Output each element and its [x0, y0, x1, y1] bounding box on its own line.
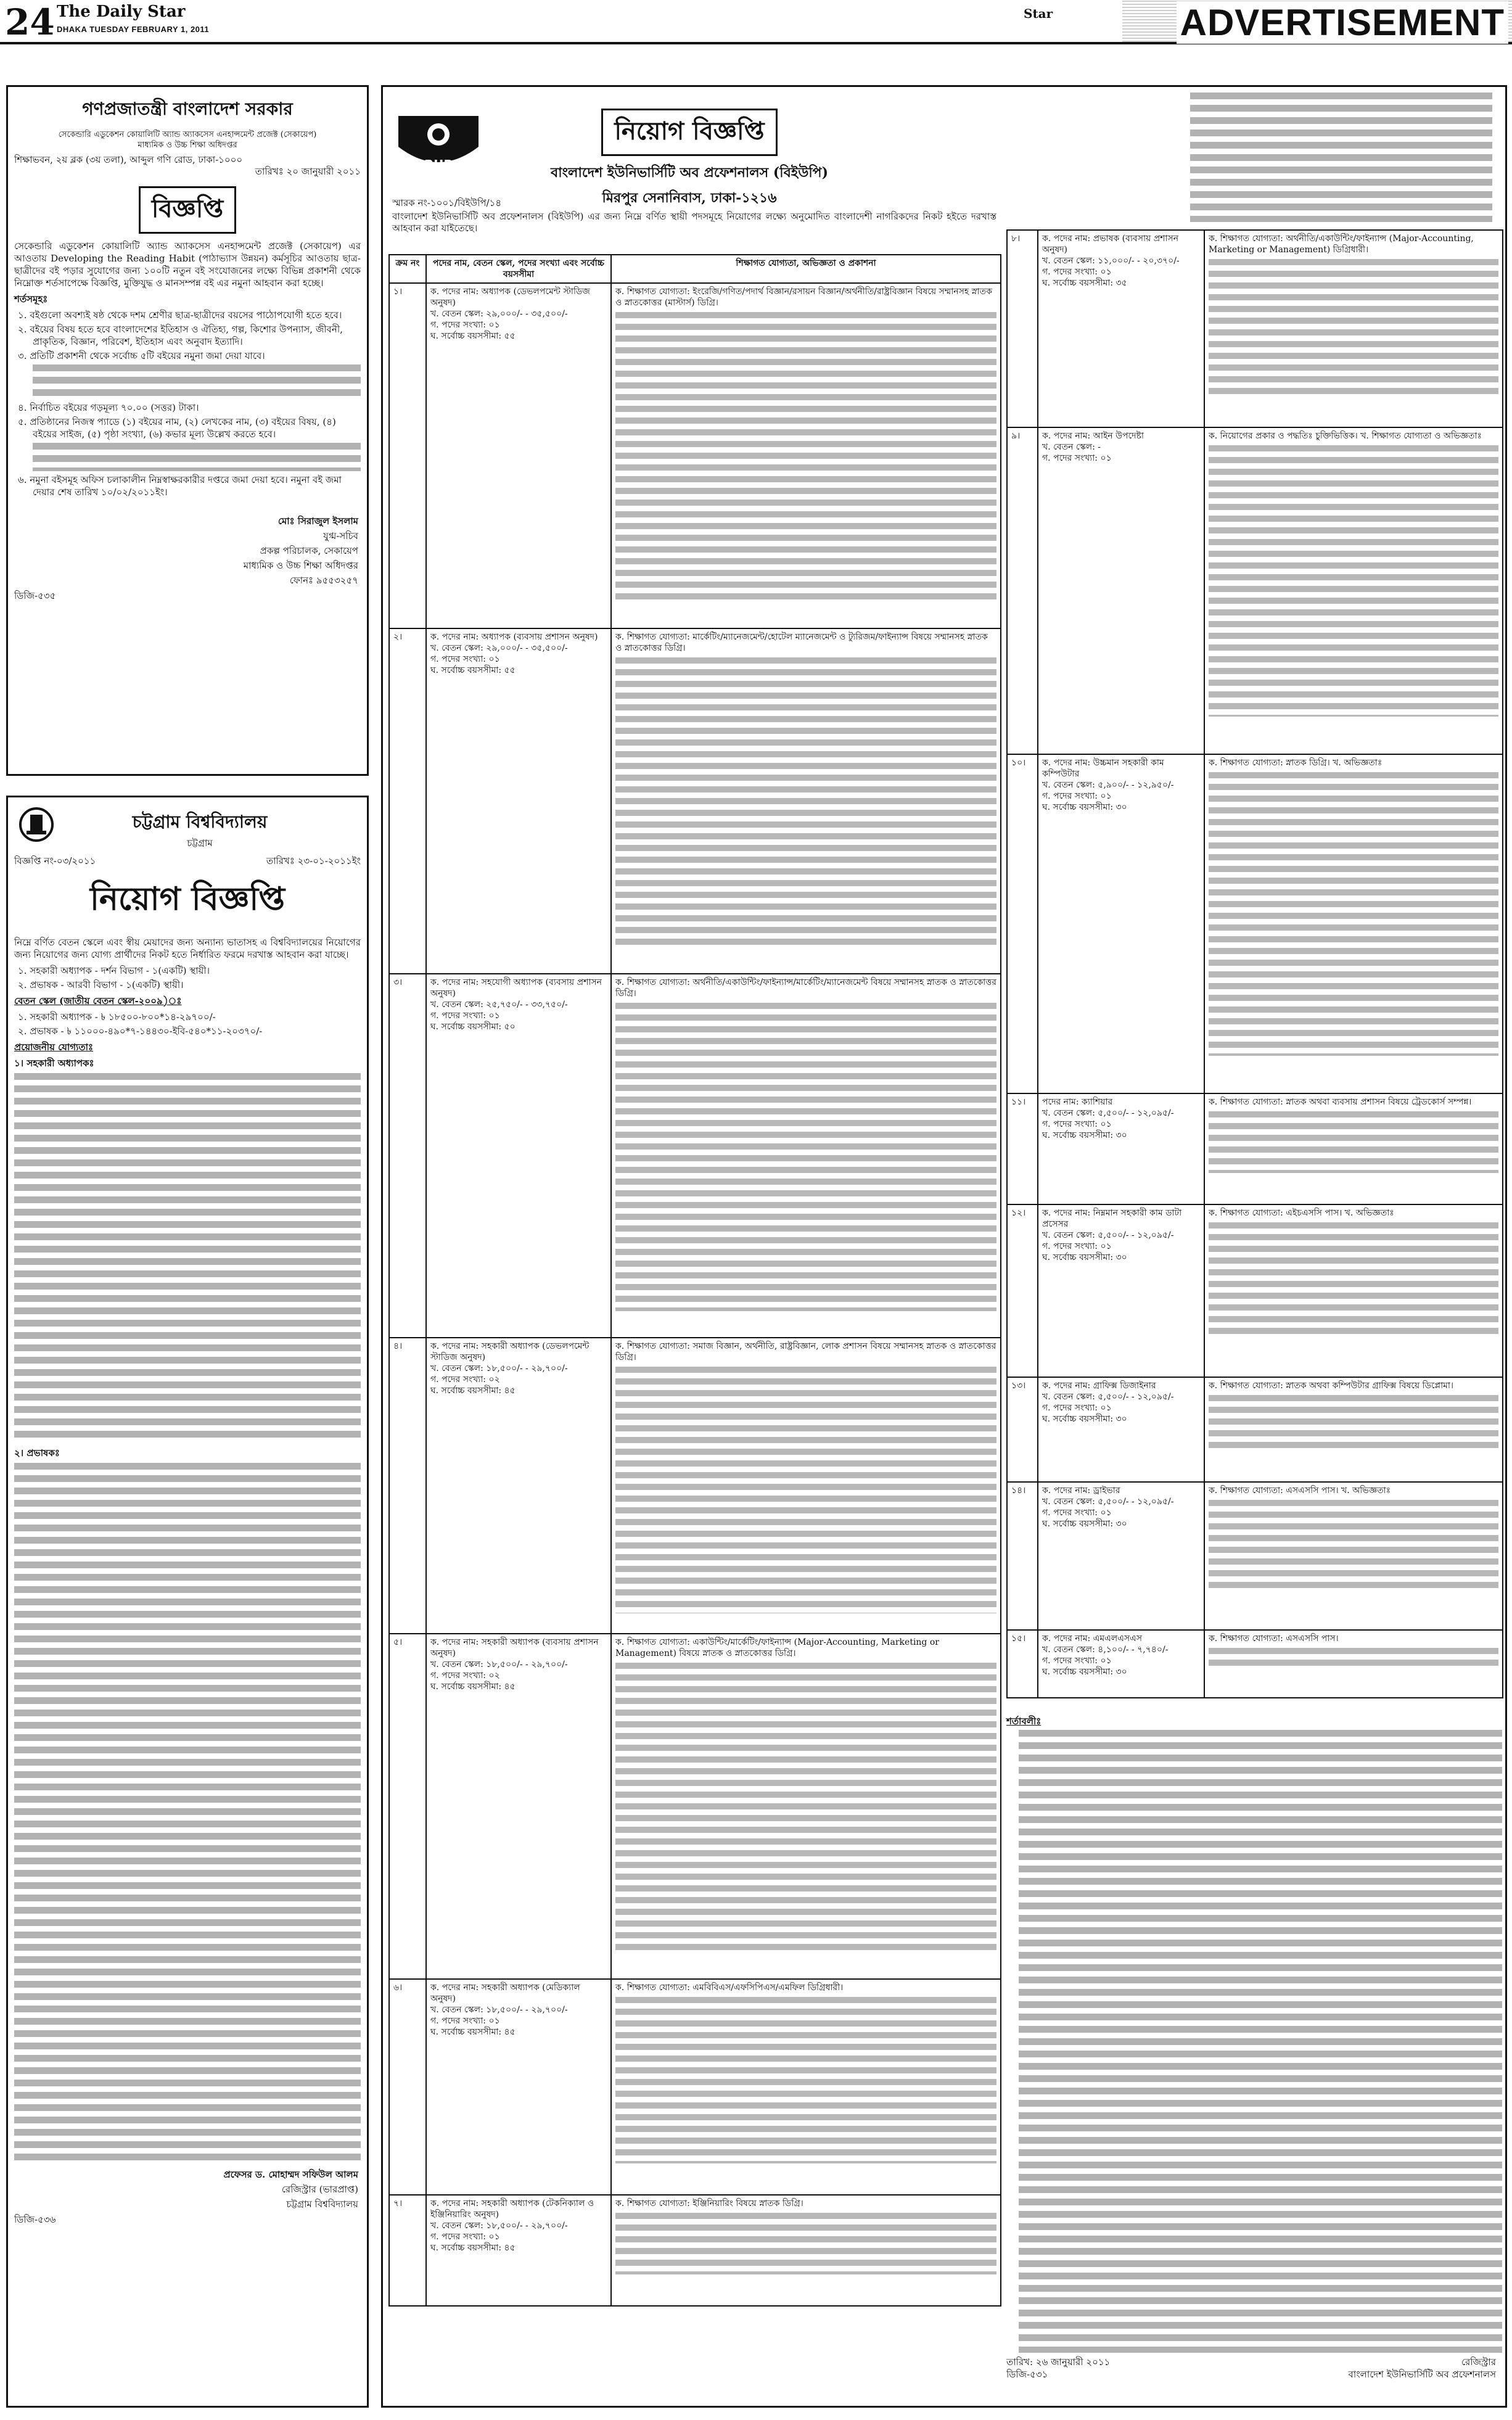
masthead	[0, 0, 1512, 44]
post-count: গ. পদের সংখ্যা: ০১	[1042, 791, 1112, 801]
govt-dept: মাধ্যমিক ও উচ্চ শিক্ষা অধিদপ্তর	[138, 141, 237, 150]
text-filler	[1019, 1730, 1502, 2353]
section-banner	[1122, 0, 1512, 42]
text-filler	[615, 1663, 996, 1953]
section-title: ADVERTISEMENT	[1177, 1, 1508, 44]
text-filler	[33, 364, 361, 399]
post-requirements: ক. শিক্ষাগত যোগ্যতা: এসএসসি পাস। খ. অভিজ্ঞতাঃ	[1209, 1486, 1391, 1496]
govt-intro: সেকেন্ডারি এডুকেশন কোয়ালিটি অ্যান্ড অ্যাকসেস এনহান্সমেন্ট প্রজেক্ট (সেকায়েপ) এর আওতায় Developing the Reading Habit (পাঠাভ্যাস উন্নয়ন) কর্মসূচির আওতায় ছাত্র-ছাত্রীদের বই পড়ার সুযোগের জন্য ১০০টি নতুন বই সংযোজনের লক্ষ্যে বিভিন্ন প্রকাশনী থেকে নিম্নোক্ত শর্তসাপেক্ষে বিজ্ঞপ্তি, মুক্তিযুদ্ধ ও মানসম্পন্ন বই এর নমুনা আহবান করা হচ্ছে।	[14, 241, 361, 289]
bup-date-line: তারিখ: ২৬ জানুয়ারী ২০১১	[1006, 2356, 1111, 2368]
cu-city: চট্টগ্রাম	[187, 838, 213, 849]
cu-org-name: চট্টগ্রাম বিশ্ববিদ্যালয়	[132, 812, 268, 832]
post-age: ঘ. সর্বোচ্চ বয়সসীমা: ৩০	[1042, 1414, 1127, 1424]
row-number: ৬।	[389, 1979, 426, 2195]
table-row	[389, 2195, 1001, 2306]
post-age: ঘ. সর্বোচ্চ বয়সসীমা: ৪৫	[430, 2027, 516, 2037]
post-name: ক. পদের নাম: অধ্যাপক (ব্যবসায় প্রশাসন অনুষদ)	[430, 632, 598, 642]
row-number: ১২।	[1007, 1204, 1038, 1377]
post-count: গ. পদের সংখ্যা: ০২	[430, 1671, 500, 1681]
text-filler	[615, 2213, 996, 2274]
post-requirements: ক. শিক্ষাগত যোগ্যতা: ইঞ্জিনিয়ারিং বিষয়ে স্নাতক ডিগ্রি।	[615, 2199, 803, 2208]
post-scale: খ. বেতন স্কেল: ১১,০০০/- - ২০,৩৭০/-	[1042, 256, 1180, 266]
bup-memo: স্মারক নং-১০০১/বিইউপি/১৪	[392, 197, 502, 208]
row-number: ৯।	[1007, 427, 1038, 754]
row-number: ১০।	[1007, 754, 1038, 1093]
table-row	[1007, 1630, 1503, 1698]
post-count: গ. পদের সংখ্যা: ০১	[1042, 267, 1112, 277]
post-count: গ. পদের সংখ্যা: ০১	[430, 654, 500, 664]
post-name: ক. পদের নাম: ড্রাইভার	[1042, 1486, 1120, 1496]
text-filler	[1209, 772, 1498, 1056]
post-count: গ. পদের সংখ্যা: ০১	[1042, 1508, 1112, 1518]
table-row	[389, 974, 1001, 1338]
post-age: ঘ. সর্বোচ্চ বয়সসীমা: ৪৫	[430, 1386, 516, 1396]
govt-signer-title: মাধ্যমিক ও উচ্চ শিক্ষা অধিদপ্তর	[243, 560, 358, 571]
govt-date: তারিখঃ ২০ জানুয়ারী ২০১১	[255, 166, 361, 177]
row-number: ২।	[389, 628, 426, 974]
post-scale: খ. বেতন স্কেল: ২৫,৭৫০/- - ৩৩,৭৫০/-	[430, 1000, 568, 1010]
post-requirements: ক. শিক্ষাগত যোগ্যতা: এমবিবিএস/এফসিপিএস/এমফিল ডিগ্রিধারী।	[615, 1983, 844, 1993]
post-count: গ. পদের সংখ্যা: ০১	[430, 2232, 500, 2242]
table-row	[389, 628, 1001, 974]
cu-post: ১. সহকারী অধ্যাপক - দর্শন বিভাগ - ১(একটি) স্থায়ী।	[18, 965, 210, 976]
table-row	[1007, 427, 1503, 754]
cu-intro: নিম্নে বর্ণিত বেতন স্কেলে এবং স্বীয় মেয়াদের জন্য অন্যান্য ভাতাসহ এ বিশ্ববিদ্যালয়ের নিয়োগের জন্য নিয়োগের জন্য যোগ্য প্রার্থীদের নিকট হতে নির্ধারিত ফরমে দরখাস্ত আহবান করা যাচ্ছে।	[14, 937, 361, 960]
post-requirements: ক. শিক্ষাগত যোগ্যতা: স্নাতক অথবা ব্যবসায় প্রশাসন বিষয়ে ট্রেডকোর্স সম্পন্ন।	[1209, 1097, 1472, 1107]
cu-recruitment-ad	[6, 796, 369, 2408]
post-requirements: ক. শিক্ষাগত যোগ্যতা: অর্থনীতি/একাউন্টিং/ফাইন্যান্স/মার্কেটিং/ম্যানেজমেন্ট বিষয়ে সম্মানসহ স্নাতক ও স্নাতকোত্তর ডিগ্রি।	[615, 977, 996, 998]
post-age: ঘ. সর্বোচ্চ বয়সসীমা: ৫৫	[430, 331, 516, 341]
column-header: পদের নাম, বেতন স্কেল, পদের সংখ্যা এবং সর্বোচ্চ বয়সসীমা	[426, 255, 611, 283]
post-age: ঘ. সর্বোচ্চ বয়সসীমা: ৩০	[1042, 1253, 1127, 1262]
text-filler	[14, 1073, 361, 1443]
cu-scale: ১. সহকারী অধ্যাপক - ৳ ১৮৫০০-৮০০*১৪-২৯৭০০/-	[18, 1011, 216, 1023]
post-name: ক. পদের নাম: নিম্নমান সহকারী কাম ডাটা প্রসেসর	[1042, 1208, 1182, 1229]
govt-address: শিক্ষাভবন, ২য় ব্লক (৩য় তলা), আব্দুল গণি রোড, ঢাকা-১০০০	[14, 154, 243, 165]
post-requirements: ক. শিক্ষাগত যোগ্যতা: ইংরেজি/গণিত/পদার্থ বিজ্ঞান/রসায়ন বিজ্ঞান/অর্থনীতি/রাষ্ট্রবিজ্ঞান বিষয়ে সম্মানসহ স্নাতক ও স্নাতকোত্তর (মাস্টার্স) ডিগ্রি।	[615, 287, 992, 308]
cu-post: ২. প্রভাষক - আরবী বিভাগ - ১(একটি) স্থায়ী।	[18, 979, 184, 990]
text-filler	[1209, 445, 1498, 717]
post-age: ঘ. সর্বোচ্চ বয়সসীমা: ৩০	[1042, 802, 1127, 812]
post-count: গ. পদের সংখ্যা: ০১	[430, 2016, 500, 2026]
table-header-row	[389, 255, 1001, 283]
row-number: ৪।	[389, 1338, 426, 1634]
govt-condition: ৬. নমুনা বইসমূহ অফিস চলাকালীন নিম্নস্বাক্ষরকারীর দপ্তরে জমা দেয়া হবে। নমুনা বই জমা দেয়ার শেষ তারিখ ১০/০২/২০১১ইং।	[18, 474, 342, 498]
post-name: ক. পদের নাম: আইন উপদেষ্টা	[1042, 431, 1144, 441]
post-name: ক. পদের নাম: উচ্চমান সহকারী কাম কম্পিউটার	[1042, 758, 1164, 779]
govt-signer-name: মোঃ সিরাজুল ইসলাম	[277, 516, 358, 527]
post-count: গ. পদের সংখ্যা: ০১	[1042, 1656, 1112, 1666]
post-requirements: ক. শিক্ষাগত যোগ্যতা: স্নাতক ডিগ্রি। খ. অভিজ্ঞতাঃ	[1209, 758, 1383, 768]
post-age: ঘ. সর্বোচ্চ বয়সসীমা: ৩৫	[1042, 278, 1127, 288]
row-number: ১৪।	[1007, 1482, 1038, 1630]
govt-condition: ২. বইয়ের বিষয় হতে হবে বাংলাদেশের ইতিহাস ও ঐতিহ্য, গল্প, কিশোর উপন্যাস, জীবনী, প্রাকৃতিক, বিজ্ঞান, পরিবেশ, ইতিহাস এবং অনুবাদ ইত্যাদি।	[18, 324, 343, 347]
page-number: 24	[5, 1, 55, 43]
post-age: ঘ. সর্বোচ্চ বয়সসীমা: ৪৫	[430, 1682, 516, 1692]
bup-terms	[1006, 1713, 1502, 2392]
govt-condition: ৩. প্রতিটি প্রকাশনী থেকে সর্বোচ্চ ৫টি বইয়ের নমুনা জমা দেয়া যাবে।	[18, 350, 265, 361]
cu-title: নিয়োগ বিজ্ঞপ্তি	[90, 880, 285, 918]
bup-org-name: বাংলাদেশ ইউনিভার্সিটি অব প্রফেশনালস (বিইউপি)	[550, 165, 829, 181]
post-age: ঘ. সর্বোচ্চ বয়সসীমা: ৩০	[1042, 1667, 1127, 1677]
table-row	[389, 1979, 1001, 2195]
govt-condition: ৫. প্রতিষ্ঠানের নিজস্ব প্যাডে (১) বইয়ের নাম, (২) লেখকের নাম, (৩) বইয়ের বিষয়, (৪) বইয়ের সাইজ, (৫) পৃষ্ঠা সংখ্যা, (৬) কভার মূল্য উল্লেখ করতে হবে।	[18, 416, 336, 440]
post-age: ঘ. সর্বোচ্চ বয়সসীমা: ৫০	[430, 1022, 516, 1032]
cu-req-label: প্রয়োজনীয় যোগ্যতাঃ	[14, 1042, 93, 1053]
post-requirements: ক. শিক্ষাগত যোগ্যতা: মার্কেটিং/ম্যানেজমেন্ট/হোটেল ম্যানেজমেন্ট ও ট্যুরিজম/ফাইন্যান্স বিষয়ে সম্মানসহ স্নাতক ও স্নাতকোত্তর ডিগ্রি।	[615, 632, 988, 653]
post-count: গ. পদের সংখ্যা: ০১	[1042, 1119, 1112, 1129]
post-scale: খ. বেতন স্কেল: ১৮,৫০০/- - ২৯,৭০০/-	[430, 1364, 568, 1373]
post-count: গ. পদের সংখ্যা: ০২	[430, 1375, 500, 1385]
govt-condition: ৪. নির্বাচিত বইয়ের গড়মূল্য ৭০.০০ (সত্তর) টাকা।	[18, 402, 199, 413]
post-scale: খ. বেতন স্কেল: ৫,৯০০/- - ১২,৯৫০/-	[1042, 780, 1174, 790]
table-row	[1007, 754, 1503, 1093]
post-age: ঘ. সর্বোচ্চ বয়সসীমা: ৩০	[1042, 1130, 1127, 1140]
cu-logo-icon	[18, 806, 55, 843]
bup-logo-text: BUP	[424, 157, 453, 172]
bup-table-left	[388, 254, 1001, 2307]
cu-scale: ২. প্রভাষক - ৳ ১১০০০-৪৯০*৭-১৪৪৩০-ইবি-৫৪০*১১-২০৩৭০/-	[18, 1026, 263, 1037]
cu-signer-org: চট্টগ্রাম বিশ্ববিদ্যালয়	[286, 2199, 358, 2210]
bup-ref-code: ডিজি-৫৩১	[1006, 2369, 1048, 2380]
text-filler	[1209, 1111, 1498, 1173]
post-scale: খ. বেতন স্কেল: ৫,৫০০/- - ১২,০৯৫/-	[1042, 1497, 1174, 1507]
text-filler	[615, 312, 996, 602]
post-requirements: ক. শিক্ষাগত যোগ্যতা: সমাজ বিজ্ঞান, অর্থনীতি, রাষ্ট্রবিজ্ঞান, লোক প্রশাসন বিষয়ে সম্মানসহ স্নাতক ও স্নাতকোত্তর ডিগ্রি।	[615, 1341, 996, 1362]
govt-condition: ১. বইগুলো অবশ্যই ষষ্ঠ থেকে দশম শ্রেণীর ছাত্র-ছাত্রীদের বয়সের পাঠোপযোগী হতে হবে।	[18, 310, 342, 321]
table-row	[389, 1338, 1001, 1634]
post-scale: খ. বেতন স্কেল: ২৯,০০০/- - ৩৫,৫০০/-	[430, 309, 568, 319]
table-row	[1007, 1093, 1503, 1204]
post-requirements: ক. শিক্ষাগত যোগ্যতা: অর্থনীতি/একাউন্টিং/ফাইন্যান্স (Major-Accounting, Marketing or Management) ডিগ্রিধারী।	[1209, 234, 1474, 255]
govt-signer-title: যুগ্ম-সচিব	[323, 530, 358, 541]
table-row	[389, 1634, 1001, 1979]
row-number: ১।	[389, 283, 426, 628]
post-age: ঘ. সর্বোচ্চ বয়সসীমা: ৪৫	[430, 2243, 516, 2253]
text-filler	[1209, 1648, 1498, 1666]
publication-name: The Daily Star	[57, 2, 186, 21]
post-name: ক. পদের নাম: অধ্যাপক (ডেভলপমেন্ট স্টাডিজ অনুষদ)	[430, 287, 590, 308]
post-scale: খ. বেতন স্কেল: ১৮,৫০০/- - ২৯,৭০০/-	[430, 2005, 568, 2015]
bup-registrar: রেজিস্ট্রার	[1461, 2356, 1496, 2368]
text-filler	[33, 443, 361, 471]
cu-ref-number: বিজ্ঞপ্তি নং-০৩/২০১১	[14, 855, 96, 866]
govt-signer-title: প্রকল্প পরিচালক, সেকায়েপ	[260, 545, 358, 556]
post-name: ক. পদের নাম: সহকারী অধ্যাপক (ব্যবসায় প্রশাসন অনুষদ)	[430, 1637, 599, 1658]
post-name: ক. পদের নাম: গ্রাফিক্স ডিজাইনার	[1042, 1381, 1156, 1391]
bup-intro: বাংলাদেশ ইউনিভার্সিটি অব প্রফেশনালস (বিইউপি) এর জন্য নিম্নে বর্ণিত স্থায়ী পদসমূহে নিয়োগের লক্ষ্যে অনুমোদিত বাংলাদেশী নাগরিকদের নিকট হইতে দরখাস্ত আহবান করা যাইতেছে।	[392, 211, 996, 234]
post-count: গ. পদের সংখ্যা: ০১	[1042, 1403, 1112, 1413]
post-requirements: ক. শিক্ষাগত যোগ্যতা: এসএসসি পাস।	[1209, 1634, 1339, 1644]
star-logo: Star	[1024, 6, 1053, 21]
govt-title: বিজ্ঞপ্তি	[139, 186, 236, 234]
row-number: ৩।	[389, 974, 426, 1338]
text-filler	[1209, 259, 1498, 395]
row-number: ৫।	[389, 1634, 426, 1979]
row-number: ৮।	[1007, 230, 1038, 427]
column-header: ক্রম নং	[389, 255, 426, 283]
post-requirements: ক. শিক্ষাগত যোগ্যতা: একাউন্টিং/মার্কেটিং/ফাইন্যান্স (Major-Accounting, Marketing or Management) বিষয়ে স্নাতক ও স্নাতকোত্তর ডিগ্রি।	[615, 1637, 939, 1658]
post-requirements: ক. শিক্ষাগত যোগ্যতা: এইচএসসি পাস। খ. অভিজ্ঞতাঃ	[1209, 1208, 1394, 1218]
post-age: ঘ. সর্বোচ্চ বয়সসীমা: ৫৫	[430, 665, 516, 675]
row-number: ৭।	[389, 2195, 426, 2306]
table-row	[1007, 1377, 1503, 1482]
row-number: ১১।	[1007, 1093, 1038, 1204]
post-count: গ. পদের সংখ্যা: ০১	[430, 320, 500, 330]
govt-notice-ad	[6, 85, 369, 776]
post-requirements: ক. নিয়োগের প্রকার ও পদ্ধতিঃ চুক্তিভিত্তিক। খ. শিক্ষাগত যোগ্যতা ও অভিজ্ঞতাঃ	[1209, 431, 1482, 441]
cu-section-heading: ২। প্রভাষকঃ	[14, 1447, 60, 1459]
row-number: ১৫।	[1007, 1630, 1038, 1698]
bup-title: নিয়োগ বিজ্ঞপ্তি	[601, 109, 777, 156]
post-count: গ. পদের সংখ্যা: ০১	[1042, 453, 1112, 463]
text-filler	[615, 1003, 996, 1311]
table-row	[389, 283, 1001, 628]
bup-address: মিরপুর সেনানিবাস, ঢাকা-১২১৬	[602, 190, 777, 206]
column-header: শিক্ষাগত যোগ্যতা, অভিজ্ঞতা ও প্রকাশনা	[611, 255, 1001, 283]
text-filler	[1190, 93, 1492, 222]
post-name: ক. পদের নাম: সহকারী অধ্যাপক (মেডিক্যাল অনুষদ)	[430, 1983, 580, 2004]
post-count: গ. পদের সংখ্যা: ০১	[430, 1011, 500, 1021]
bup-terms-label: শর্তাবলীঃ	[1006, 1716, 1042, 1727]
bup-table-right	[1006, 229, 1503, 1698]
cu-signer-title: রেজিস্ট্রার (ভারপ্রাপ্ত)	[281, 2184, 358, 2195]
post-name: ক. পদের নাম: এমএলএসএস	[1042, 1634, 1142, 1644]
cu-ref-code: ডিজি-৫৩৬	[14, 2214, 56, 2225]
row-number: ১৩।	[1007, 1377, 1038, 1482]
cu-section-heading: ১। সহকারী অধ্যাপকঃ	[14, 1058, 94, 1069]
post-scale: খ. বেতন স্কেল: ১৮,৫০০/- - ২৯,৭০০/-	[430, 2221, 568, 2231]
cu-signer-name: প্রফেসর ড. মোহাম্মদ সফিউল আলম	[223, 2169, 358, 2180]
text-filler	[1209, 1395, 1498, 1451]
govt-signer-phone: ফোনঃ ৯৫৫৩২৫৭	[289, 575, 358, 586]
post-scale: খ. বেতন স্কেল: ৫,৫০০/- - ১২,০৯৫/-	[1042, 1230, 1174, 1240]
post-name: ক. পদের নাম: প্রভাষক (ব্যবসায় প্রশাসন অনুষদ)	[1042, 234, 1179, 255]
text-filler	[1209, 1500, 1498, 1592]
post-requirements: ক. শিক্ষাগত যোগ্যতা: স্নাতক অথবা কম্পিউটার গ্রাফিক্স বিষয়ে ডিপ্লোমা।	[1209, 1381, 1453, 1391]
bup-registrar-org: বাংলাদেশ ইউনিভার্সিটি অব প্রফেশনালস	[1348, 2369, 1496, 2380]
dateline: DHAKA TUESDAY FEBRUARY 1, 2011	[57, 25, 210, 34]
text-filler	[14, 1463, 361, 2166]
govt-org-name: গণপ্রজাতন্ত্রী বাংলাদেশ সরকার	[82, 99, 293, 119]
text-filler	[615, 657, 996, 947]
post-name: পদের নাম: ক্যাশিয়ার	[1042, 1097, 1113, 1107]
post-name: ক. পদের নাম: সহকারী অধ্যাপক (ডেভলপমেন্ট স্টাডিজ অনুষদ)	[430, 1341, 590, 1362]
post-count: গ. পদের সংখ্যা: ০১	[1042, 1241, 1112, 1251]
table-row	[1007, 230, 1503, 427]
cu-scale-label: বেতন স্কেল (জাতীয় বেতন স্কেল-২০০৯)ঃ	[14, 995, 182, 1006]
table-row	[1007, 1204, 1503, 1377]
post-scale: খ. বেতন স্কেল: -	[1042, 442, 1101, 452]
text-filler	[1209, 1222, 1498, 1340]
govt-project-name: সেকেন্ডারি এডুকেশন কোয়ালিটি অ্যান্ড অ্যাকসেস এনহান্সমেন্ট প্রজেক্ট (সেকায়েপ)	[58, 130, 317, 139]
post-scale: খ. বেতন স্কেল: ৫,৫০০/- - ১২,০৯৫/-	[1042, 1392, 1174, 1402]
govt-conditions-label: শর্তসমূহঃ	[14, 294, 48, 305]
post-scale: খ. বেতন স্কেল: ২৯,০০০/- - ৩৫,৫০০/-	[430, 643, 568, 653]
post-name: ক. পদের নাম: সহকারী অধ্যাপক (টেকনিক্যাল ও ইঞ্জিনিয়ারিং অনুষদ)	[430, 2199, 594, 2220]
govt-ref-code: ডিজি-৫৩৫	[14, 590, 56, 601]
text-filler	[615, 1367, 996, 1613]
text-filler	[615, 1997, 996, 2163]
post-name: ক. পদের নাম: সহযোগী অধ্যাপক (ব্যবসায় প্রশাসন অনুষদ)	[430, 977, 602, 998]
post-scale: খ. বেতন স্কেল: ৫,৫০০/- - ১২,০৯৫/-	[1042, 1108, 1174, 1118]
table-row	[1007, 1482, 1503, 1630]
cu-date: তারিখঃ ২৩-০১-২০১১ইং	[266, 855, 361, 866]
post-age: ঘ. সর্বোচ্চ বয়সসীমা: ৩০	[1042, 1519, 1127, 1529]
post-scale: খ. বেতন স্কেল: ৪,১০০/- - ৭,৭৪০/-	[1042, 1645, 1169, 1655]
post-scale: খ. বেতন স্কেল: ১৮,৫০০/- - ২৯,৭০০/-	[430, 1660, 568, 1669]
